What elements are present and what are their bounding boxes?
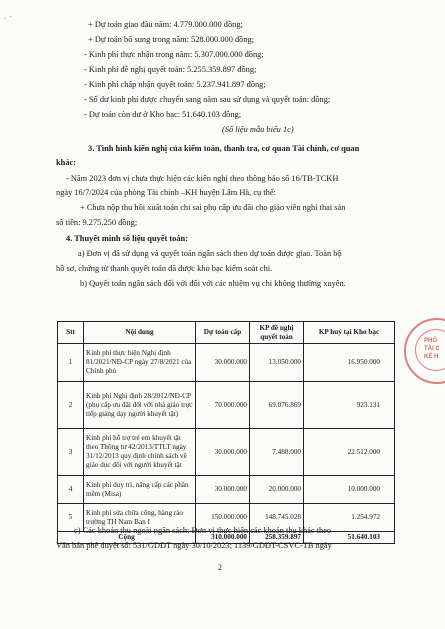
cell-cancelled: 923.131 [304,382,395,429]
section-4-heading: 4. Thuyết minh số liệu quyết toán: [66,234,189,243]
total-cancelled: 51.640.103 [304,532,395,544]
table-row [58,429,395,476]
requested-settlement-line: - Kinh phí đề nghị quyết toán: 5.255.359.897 đồng; [84,65,257,74]
remaining-budget-line: - Dự toán còn dư ở Kho bạc: 51.640.103 đồng; [84,110,242,119]
cell-cancelled: 16.950.000 [304,344,395,382]
stamp-text-3: KẾ H [424,354,439,360]
official-stamp [404,318,445,384]
section-4a-line-1: a) Đơn vị đã sử dụng và quyết toán ngân sách theo dự toán được giao. Toàn bộ [78,249,342,258]
section-3-item-line-2: số tiền: 9.275.250 đồng; [56,218,138,227]
accepted-settlement-line: - Kinh phí chấp nhận quyết toán: 5.237.941.897 đồng; [84,80,266,89]
section-3-para-line-1: - Năm 2023 đơn vị chưa thực hiện các kiến nghị theo thông báo số 16/TB-TCKH [66,174,339,183]
header-content: Nội dung [84,322,196,344]
cell-requested: 20.000.000 [250,476,304,504]
cell-requested: 69.076.869 [250,382,304,429]
table-row [58,344,395,382]
carryover-line: - Số dư kinh phí được chuyển sang năm sau sử dụng và quyết toán: đồng; [84,95,331,104]
header-cancelled: KP huỷ tại Kho bạc [304,322,395,344]
section-4b-line: b) Quyết toán ngân sách đối với đối với các nhiệm vụ chi không thường xuyên. [80,279,346,288]
section-3-item-line-1: + Chưa nộp thu hồi xuất toán chi sai phụ cấp ưu đãi cho giáo viên nghỉ thai sản [80,203,346,212]
cell-requested: 148.745.028 [250,504,304,532]
cell-requested: 7.488.000 [250,429,304,476]
received-funds-line: - Kinh phí thực nhận trong năm: 5.307.000.000 đồng; [84,50,264,59]
header-allocated: Dự toán cấp [196,322,250,344]
cell-stt: 5 [58,504,84,532]
stamp-text-2: TÀI C [424,346,440,352]
section-4c-line-2: Văn bản phê duyệt số: 531/GDĐT ngày 30/10/2023; 1139/GDĐT-CSVC-TB ngày [56,541,332,550]
cell-cancelled: 1.254.972 [304,504,395,532]
cell-allocated: 30.000.000 [196,344,250,382]
cell-stt: 2 [58,382,84,429]
cell-allocated: 30.000.000 [196,429,250,476]
section-3-para-line-2: ngày 16/7/2024 của phòng Tài chính –KH huyện Lâm Hà, cụ thể: [56,188,276,197]
cell-content: Kinh phí Nghị định 28/2012/NĐ-CP (phụ cấp ưu đãi đối với nhà giáo trực tiếp giảng dạy người khuyết tật) [84,382,196,429]
cell-content: Kinh phí sửa chữa cổng, hàng rào trường TH Nam Ban I [84,504,196,532]
settlement-table [57,321,395,544]
section-4a-line-2: hồ sơ, chứng từ thanh quyết toán đã được kho bạc kiểm soát chi. [56,264,273,273]
table-row [58,382,395,429]
cell-stt: 1 [58,344,84,382]
cell-allocated: 150.000.000 [196,504,250,532]
total-requested: 258.359.897 [250,532,304,544]
cell-content: Kinh phí thực hiện Nghị định 81/2021/NĐ-CP ngày 27/8/2021 của Chính phủ [84,344,196,382]
section-3-heading-cont: khác: [56,158,77,167]
cell-cancelled: 22.512.000 [304,429,395,476]
page-number: 2 [218,563,222,572]
table-row [58,476,395,504]
form-reference-note: (Số liệu mẫu biểu 1c) [222,125,294,134]
total-label: Cộng [58,532,196,544]
header-requested: KP đề nghị quyết toán [250,322,304,344]
stamp-text-1: PHÒ [424,338,438,344]
total-allocated: 310.000.000 [196,532,250,544]
header-stt: Stt [58,322,84,344]
section-4c-line-1: c) Các khoản thu ngoài ngân sách: Đơn vị thực hiện các khoản thu khác theo [74,526,332,535]
budget-initial-line: + Dự toán giao đầu năm: 4.779.000.000 đồng; [88,20,243,29]
cell-allocated: 30.000.000 [196,476,250,504]
cell-stt: 3 [58,429,84,476]
budget-supplement-line: + Dự toán bổ sung trong năm: 528.000.000 đồng; [88,35,255,44]
cell-requested: 13.050.000 [250,344,304,382]
cell-allocated: 70.000.000 [196,382,250,429]
cell-content: Kinh phí hỗ trợ trẻ em khuyết tật theo Thông tư 42/2013/TTLT ngày 31/12/2013 quy định chính sách về giáo dục đối với người khuyết tật [84,429,196,476]
table-header-row [58,322,395,344]
section-3-heading: 3. Tình hình kiến nghị của kiểm toán, thanh tra, cơ quan Tài chính, cơ quan [88,144,360,153]
cell-content: Kinh phí duy trì, nâng cấp các phần mềm (Misa) [84,476,196,504]
cell-cancelled: 10.000.000 [304,476,395,504]
cell-stt: 4 [58,476,84,504]
corner-mark: . · [4,13,13,21]
